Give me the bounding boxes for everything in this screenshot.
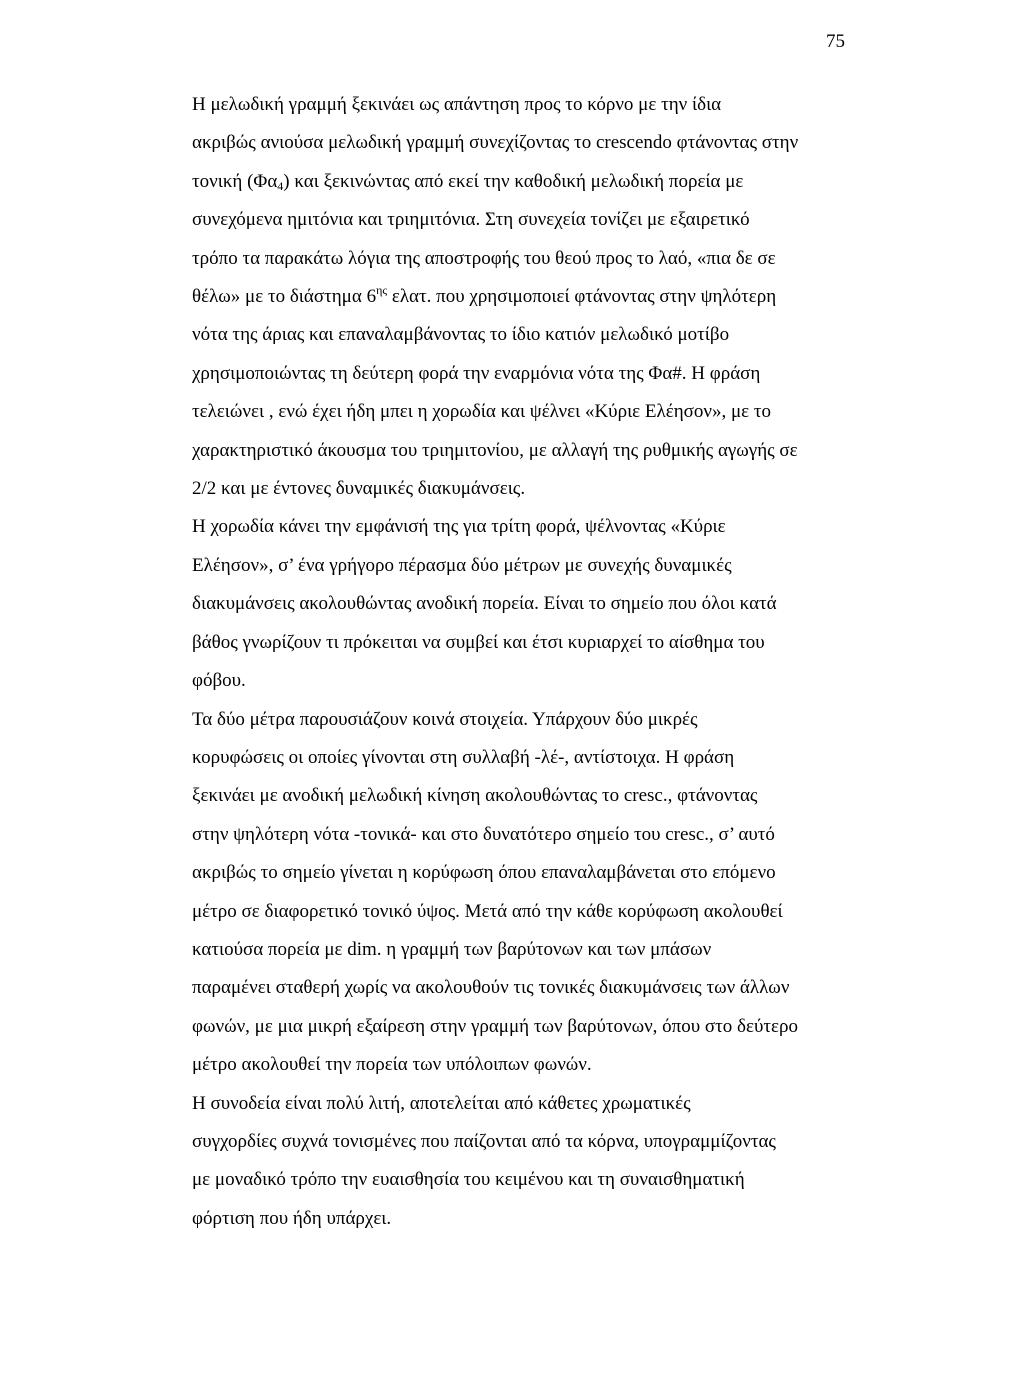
text-line: βάθος γνωρίζουν τι πρόκειται να συμβεί και έτσι κυριαρχεί το αίσθημα του (192, 631, 765, 653)
paragraph-1 (122, 86, 854, 508)
text-line: με μοναδικό τρόπο την ευαισθησία του κειμένου και τη συναισθηματική (192, 1169, 745, 1191)
body-text (122, 86, 854, 1238)
text-line: συνεχόμενα ημιτόνια και τριημιτόνια. Στη συνεχεία τονίζει με εξαιρετικό (192, 209, 750, 231)
text-line: διακυμάνσεις ακολουθώντας ανοδική πορεία. Είναι το σημείο που όλοι κατά (192, 593, 777, 615)
text-line: ακριβώς ανιούσα μελωδική γραμμή συνεχίζοντας το crescendo φτάνοντας στην (192, 132, 799, 154)
paragraph-3 (122, 701, 854, 1085)
paragraph-4 (122, 1085, 854, 1239)
text-line: τρόπο τα παρακάτω λόγια της αποστροφής του θεού προς το λαό, «πια δε σε (192, 247, 776, 269)
text-line: φόρτιση που ήδη υπάρχει. (192, 1207, 392, 1229)
text-line: θέλω» με το διάστημα $6^{\eta\varsigma}$ ελατ. που χρησιμοποιεί φτάνοντας στην ψηλότερη (192, 283, 777, 308)
text-line: Τα δύο μέτρα παρουσιάζουν κοινά στοιχεία. Υπάρχουν δύο μικρές (192, 708, 698, 730)
text-line: Η χορωδία κάνει την εμφάνισή της για τρίτη φορά, ψέλνοντας «Κύριε (192, 516, 726, 538)
text-line: χαρακτηριστικό άκουσμα του τριημιτονίου, με αλλαγή της ρυθμικής αγωγής σε (192, 439, 798, 461)
text-line: νότα της άριας και επαναλαμβάνοντας το ίδιο κατιόν μελωδικό μοτίβο (192, 324, 730, 346)
paragraph-2 (122, 508, 854, 700)
text-line: στην ψηλότερη νότα -τονικά- και στο δυνατότερο σημείο του cresc., σ’ αυτό (192, 823, 775, 845)
text-line: ακριβώς το σημείο γίνεται η κορύφωση όπου επαναλαμβάνεται στο επόμενο (192, 862, 776, 884)
text-line: μέτρο σε διαφορετικό τονικό ύψος. Μετά από την κάθε κορύφωση ακολουθεί (192, 900, 783, 922)
subscript-4: 4 (277, 178, 284, 193)
superscript-ordinal: ης (376, 283, 388, 298)
text-line: κατιούσα πορεία με dim. η γραμμή των βαρύτονων και των μπάσων (192, 938, 712, 960)
text-line: τονική $(\Phi\alpha_4)$ και ξεκινώντας από εκεί την καθοδική μελωδική πορεία με (192, 170, 744, 193)
text-line: φωνών, με μια μικρή εξαίρεση στην γραμμή των βαρύτονων, όπου στο δεύτερο (192, 1015, 798, 1037)
text-line: κορυφώσεις οι οποίες γίνονται στη συλλαβή -λέ-, αντίστοιχα. Η φράση (192, 746, 735, 768)
text-line: μέτρο ακολουθεί την πορεία των υπόλοιπων φωνών. (192, 1054, 592, 1076)
text-line: παραμένει σταθερή χωρίς να ακολουθούν τις τονικές διακυμάνσεις των άλλων (192, 977, 790, 999)
text-line: φόβου. (192, 670, 246, 692)
page-number: 75 (826, 31, 845, 52)
text-line: συγχορδίες συχνά τονισμένες που παίζονται από τα κόρνα, υπογραμμίζοντας (192, 1130, 776, 1152)
text-line: ξεκινάει με ανοδική μελωδική κίνηση ακολουθώντας το cresc., φτάνοντας (192, 785, 758, 807)
text-line: τελειώνει , ενώ έχει ήδη μπει η χορωδία και ψέλνει «Κύριε Ελέησον», με το (192, 401, 772, 423)
text-line: Η μελωδική γραμμή ξεκινάει ως απάντηση προς το κόρνο με την ίδια (192, 94, 722, 115)
text-line: χρησιμοποιώντας τη δεύτερη φορά την εναρμόνια νότα της Φα#. Η φράση (192, 362, 761, 384)
text-line: Η συνοδεία είναι πολύ λιτή, αποτελείται από κάθετες χρωματικές (192, 1092, 691, 1114)
text-line: Ελέησον», σ’ ένα γρήγορο πέρασμα δύο μέτρων με συνεχής δυναμικές (192, 554, 732, 576)
text-line: 2/2 και με έντονες δυναμικές διακυμάνσεις. (192, 478, 526, 500)
